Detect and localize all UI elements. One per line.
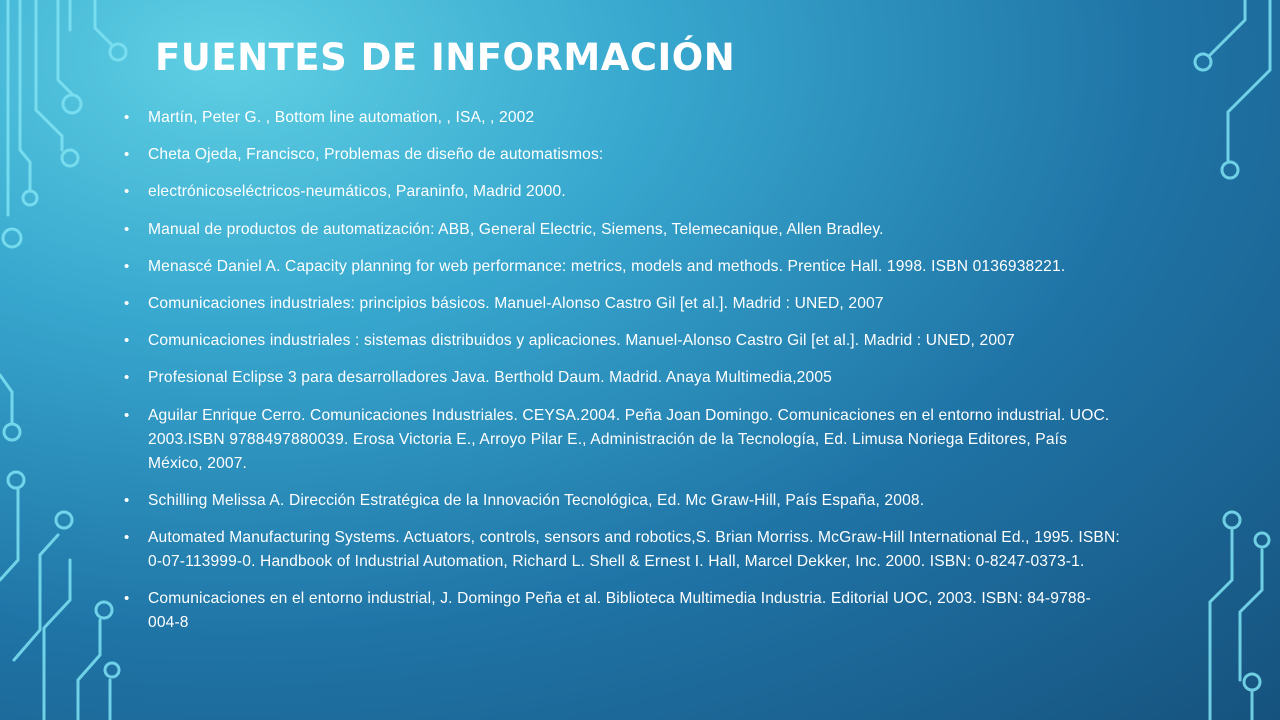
reference-item [120,292,1120,316]
bullet: • [124,528,130,546]
reference-text: electrónicoseléctricos-neumáticos, Paraninfo, Madrid 2000. [148,183,566,201]
reference-item [120,218,1120,242]
reference-text: Schilling Melissa A. Dirección Estratégica de la Innovación Tecnológica, Ed. Mc Graw-Hill, País España, 2008. [148,491,925,509]
bullet: • [124,294,130,312]
reference-text: Profesional Eclipse 3 para desarrolladores Java. Berthold Daum. Madrid. Anaya Multimedia,2005 [148,369,832,387]
bullet: • [124,332,130,350]
bullet: • [124,590,130,608]
reference-text: Comunicaciones en el entorno industrial, J. Domingo Peña et al. Biblioteca Multimedia Industria. Editorial UOC, 2003. ISBN: 84-9788-004-8 [148,590,1091,632]
reference-text: Comunicaciones industriales: principios básicos. Manuel-Alonso Castro Gil [et al.]. Madrid : UNED, 2007 [148,294,884,312]
reference-text: Comunicaciones industriales : sistemas distribuidos y aplicaciones. Manuel-Alonso Castro Gil [et al.]. Madrid : UNED, 2007 [148,332,1015,350]
reference-text: Martín, Peter G. , Bottom line automation, , ISA, , 2002 [148,109,535,126]
reference-item [120,489,1120,513]
bullet: • [124,369,130,387]
bullet: • [124,491,130,509]
reference-text: Manual de productos de automatización: ABB, General Electric, Siemens, Telemecanique, Allen Bradley. [148,220,884,238]
bullet: • [124,257,130,275]
bullet: • [124,146,130,164]
slide-title: FUENTES DE INFORMACIÓN [155,36,736,79]
bullet: • [124,183,130,201]
reference-item [120,329,1120,353]
references-list [120,106,1120,648]
reference-item [120,143,1120,167]
reference-item [120,106,1120,130]
reference-item [120,180,1120,204]
reference-text: Menascé Daniel A. Capacity planning for web performance: metrics, models and methods. Prentice Hall. 1998. ISBN 0136938221. [148,257,1066,275]
reference-item [120,526,1120,574]
reference-text: Aguilar Enrique Cerro. Comunicaciones Industriales. CEYSA.2004. Peña Joan Domingo. Comunicaciones en el entorno industrial. UOC. 2003.ISBN 9788497880039. Erosa Victoria E., Arroyo Pilar E., Administración de la Tecnología, Ed. Limusa Noriega Editores, País México, 2007. [148,406,1110,472]
bullet: • [124,406,130,424]
reference-item [120,366,1120,390]
bullet: • [124,109,130,126]
reference-item [120,587,1120,635]
reference-text: Automated Manufacturing Systems. Actuators, controls, sensors and robotics,S. Brian Morriss. McGraw-Hill International Ed., 1995. ISBN: 0-07-113999-0. Handbook of Industrial Automation, Richard L. Shell & Ernest I. Hall, Marcel Dekker, Inc. 2000. ISBN: 0-8247-0373-1. [148,528,1120,570]
reference-text: Cheta Ojeda, Francisco, Problemas de diseño de automatismos: [148,146,604,164]
reference-item [120,255,1120,279]
reference-item [120,404,1120,476]
bullet: • [124,220,130,238]
